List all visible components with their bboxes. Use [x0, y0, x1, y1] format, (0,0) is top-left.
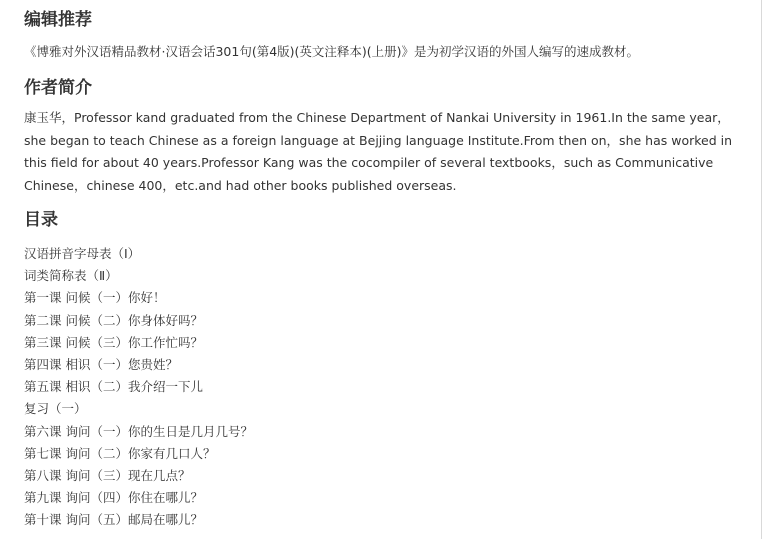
toc-item: 第十课 询问（五）邮局在哪儿？ — [24, 512, 203, 528]
editor-recommend-heading: 编辑推荐 — [24, 10, 92, 30]
toc-item: 第三课 问候（三）你工作忙吗？ — [24, 334, 203, 350]
toc-item: 汉语拼音字母表（Ⅰ） — [24, 246, 141, 261]
author-intro-line: Chinese，chinese 400，etc.and had other books published overseas. — [24, 177, 457, 193]
toc-item: 复习（一） — [24, 401, 87, 417]
toc-item: 第八课 询问（三）现在几点？ — [24, 467, 191, 483]
toc-list — [24, 243, 253, 531]
toc-item: 第七课 询问（二）你家有几口人？ — [24, 445, 216, 461]
editor-recommend-text: 《博雅对外汉语精品教材·汉语会话301句(第4版)(英文注释本)(上册)》是为初学汉语的外国人编写的速成教材。 — [24, 44, 640, 59]
author-intro-text — [24, 107, 732, 197]
toc-item: 第二课 问候（二）你身体好吗？ — [24, 312, 203, 328]
toc-item: 词类简称表（Ⅱ） — [24, 268, 118, 284]
toc-item: 第六课 询问（一）你的生日是几月几号？ — [24, 423, 253, 439]
author-intro-line: 康玉华，Professor kand graduated from the Chinese Department of Nankai University in 1961.In the same year， — [24, 110, 730, 125]
toc-item: 第九课 询问（四）你住在哪儿？ — [24, 490, 203, 506]
toc-heading: 目录 — [24, 210, 58, 230]
author-intro-heading: 作者简介 — [24, 78, 92, 98]
author-intro-line: she began to teach Chinese as a foreign language at Bejjing language Institute.From then on，she has worked in — [24, 132, 733, 148]
toc-item: 第四课 相识（一）您贵姓？ — [24, 356, 178, 372]
toc-item: 第一课 问候（一）你好！ — [24, 290, 166, 306]
toc-item: 第五课 相识（二）我介绍一下儿 — [24, 379, 203, 395]
author-intro-line: this field for about 40 years.Professor Kang was the cocompiler of several textbooks，such as Communicative — [24, 155, 714, 170]
